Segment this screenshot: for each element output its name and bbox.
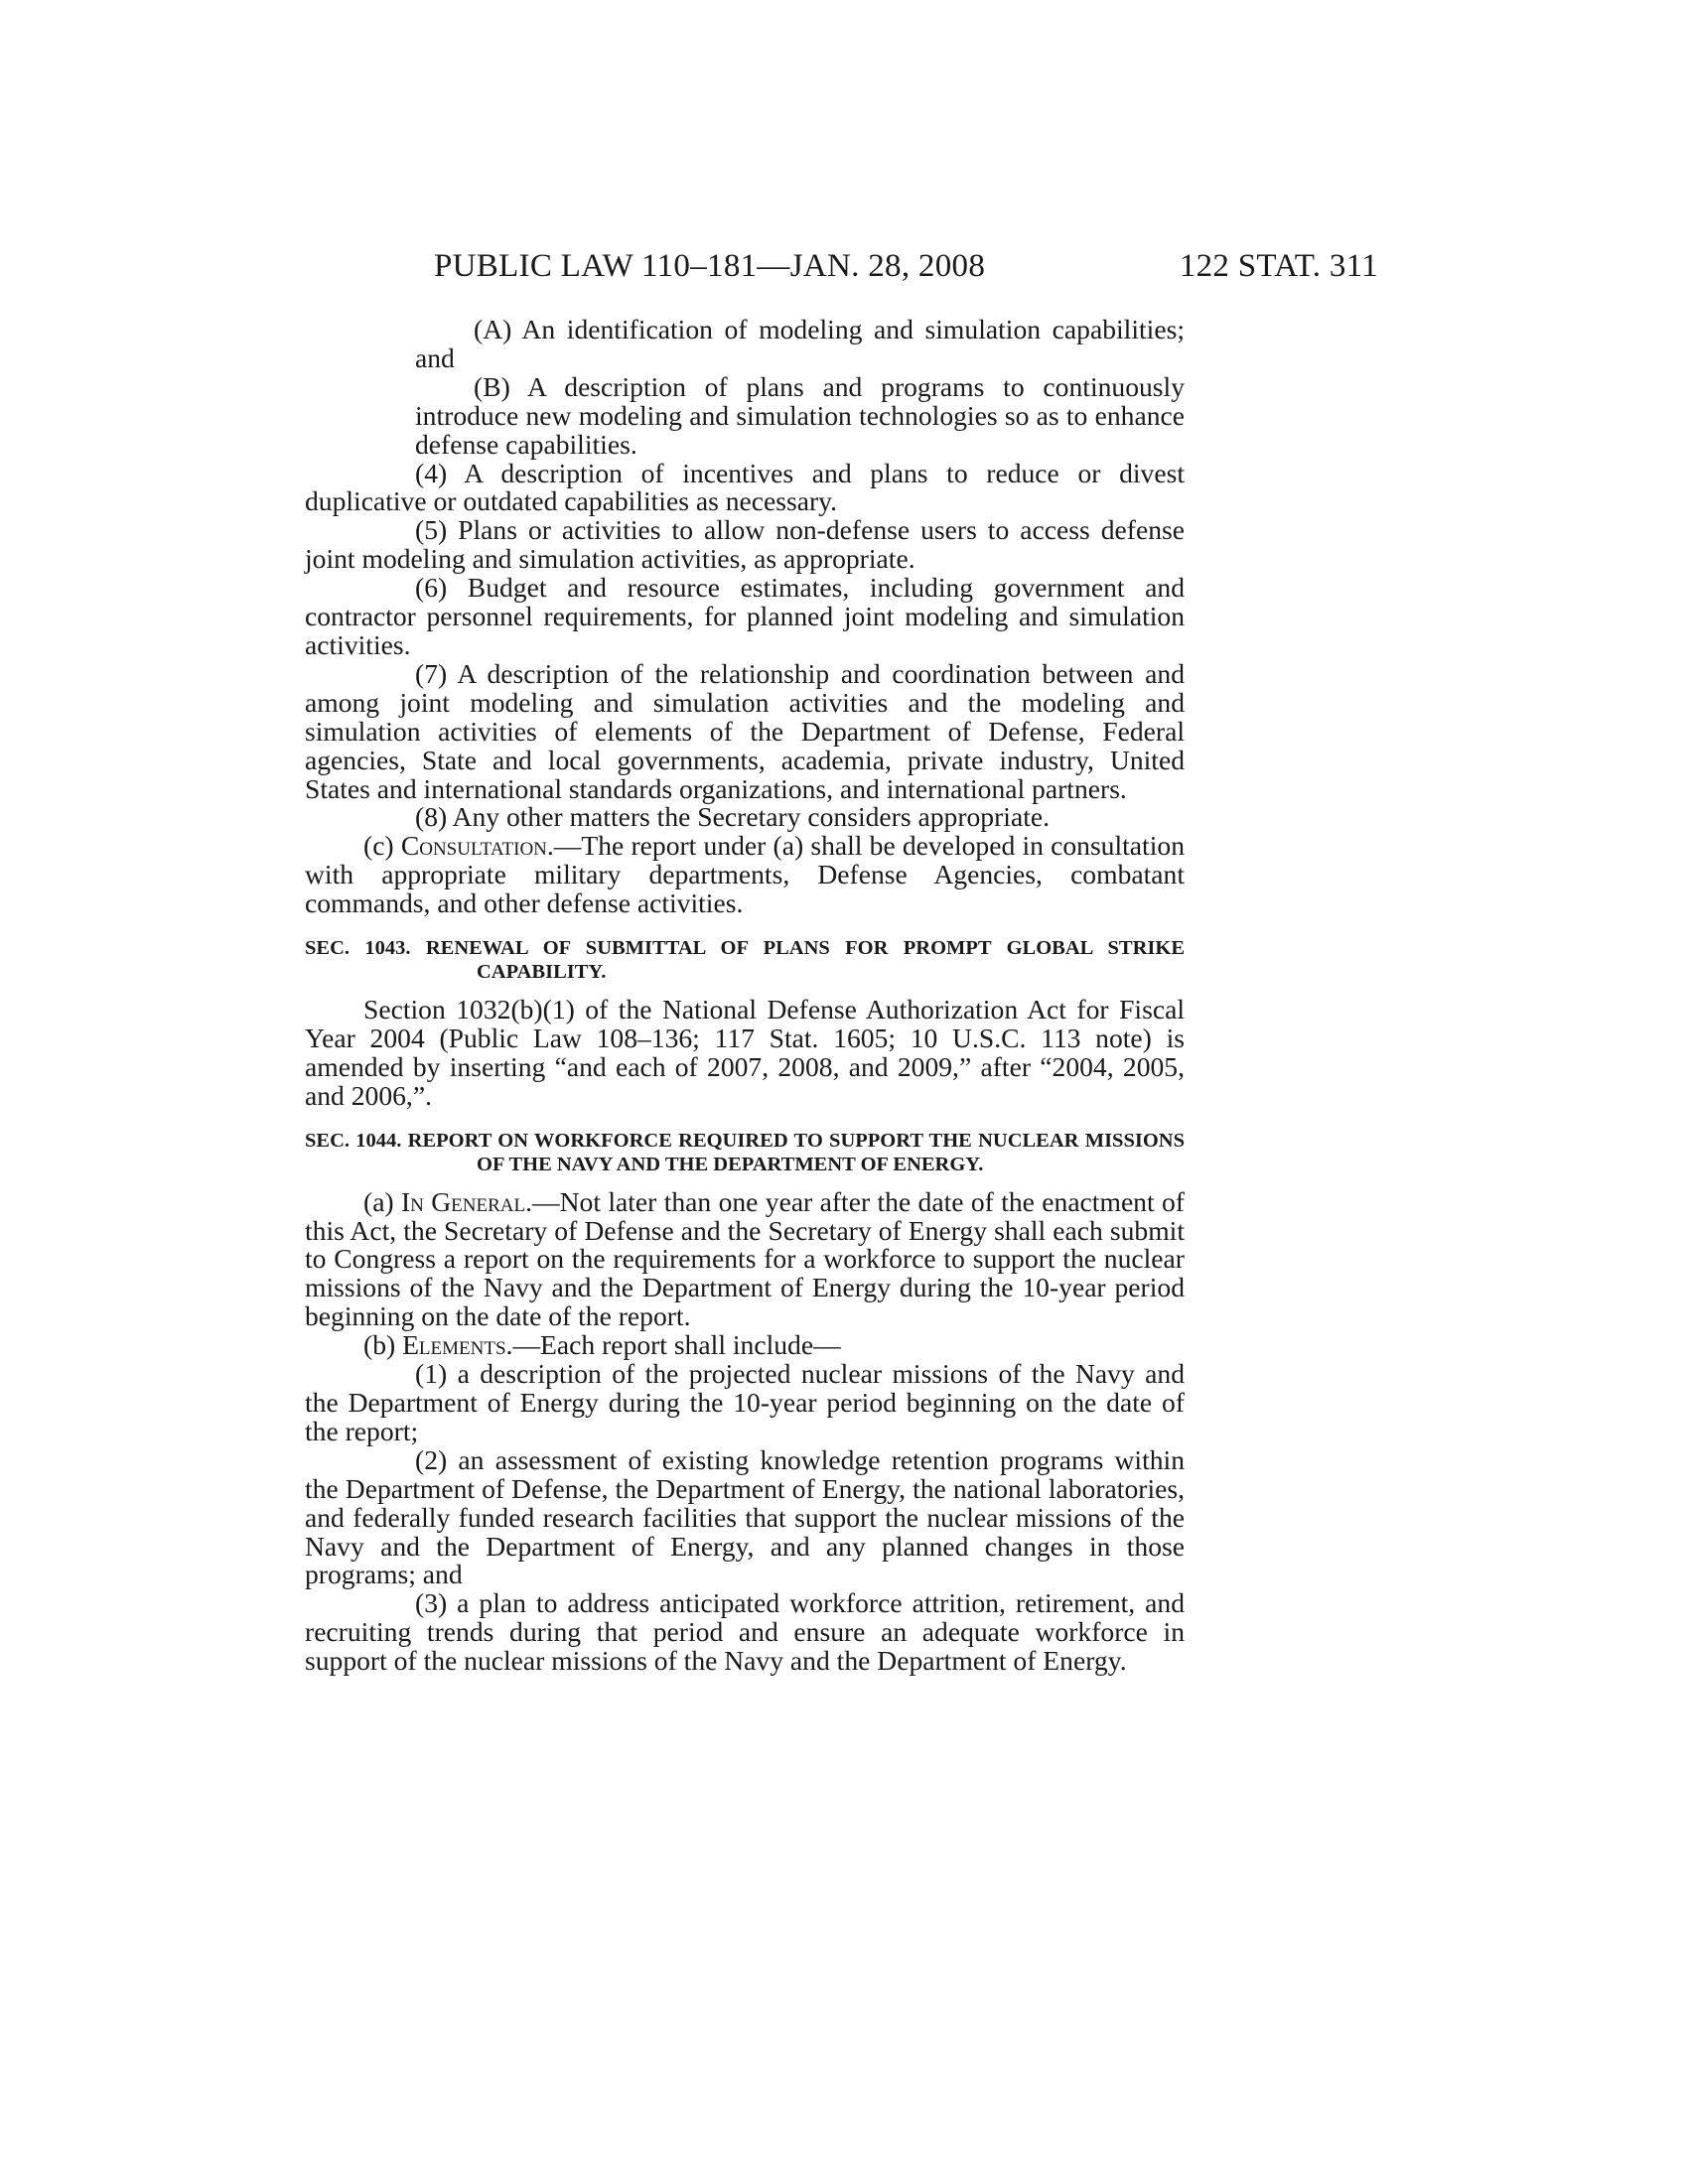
subsection-b-heading: Elements	[402, 1329, 506, 1361]
subsection-a-lead: (a)	[363, 1185, 401, 1217]
section-1044-subsection-b	[305, 1331, 1185, 1360]
subsection-c-lead: (c)	[363, 830, 401, 862]
paragraph-6: (6) Budget and resource estimates, including government and contractor personnel requirements, for planned joint modeling and simulation activities.	[305, 572, 1185, 660]
paragraph-4: (4) A description of incentives and plans to reduce or divest duplicative or outdated capabilities as necessary.	[305, 457, 1185, 517]
page-header-stat: 122 STAT. 311	[1179, 248, 1378, 284]
section-1043-text: Section 1032(b)(1) of the National Defense Authorization Act for Fiscal Year 2004 (Public Law 108–136; 117 Stat. 1605; 10 U.S.C. 113 note) is amended by inserting “and each of 2007, 2008, and 2009,” after “2004, 2005, and 2006,”.	[305, 994, 1185, 1111]
subsection-b-item-1: (1) a description of the projected nuclear missions of the Navy and the Department of Energy during the 10-year period beginning on the date of the report;	[305, 1358, 1185, 1446]
section-1044-subsection-a	[305, 1185, 1185, 1332]
subsection-c-text: .—The report under (a) shall be developed in consultation with appropriate military departments, Defense Agencies, combatant commands, and other defense activities.	[305, 830, 1185, 919]
subparagraph-b: (B) A description of plans and programs to continuously introduce new modeling and simulation technologies so as to enhance defense capabilities.	[415, 370, 1185, 460]
section-1043-heading: SEC. 1043. RENEWAL OF SUBMITTAL OF PLANS FOR PROMPT GLOBAL STRIKE CAPABILITY.	[305, 937, 1185, 984]
subsection-b-item-2: (2) an assessment of existing knowledge retention programs within the Department of Defense, the Department of Energy, the national laboratories, and federally funded research facilities that support the nuclear missions of the Navy and the Department of Energy, and any planned changes in those programs; and	[305, 1443, 1185, 1590]
subsection-a-text: .—Not later than one year after the date of the enactment of this Act, the Secretary of Defense and the Secretary of Energy shall each submit to Congress a report on the requirements for a workforce to support the nuclear missions of the Navy and the Department of Energy during the 10-year period beginning on the date of the report.	[305, 1185, 1185, 1332]
paragraph-7: (7) A description of the relationship and coordination between and among joint modeling and simulation activities and the modeling and simulation activities of elements of the Department of Defense, Federal agencies, State and local governments, academia, private industry, United States and international standards organizations, and international partners.	[305, 657, 1185, 804]
page-header-title: PUBLIC LAW 110–181—JAN. 28, 2008	[434, 248, 986, 284]
subsection-a-heading: In General	[400, 1185, 526, 1217]
subsection-c-heading: Consultation	[400, 830, 547, 862]
paragraph-8: (8) Any other matters the Secretary considers appropriate.	[415, 801, 1051, 833]
document-body	[305, 316, 1185, 1676]
paragraph-5: (5) Plans or activities to allow non-defense users to access defense joint modeling and simulation activities, as appropriate.	[305, 514, 1185, 575]
subparagraph-a: (A) An identification of modeling and simulation capabilities; and	[415, 314, 1185, 373]
subsection-b-text: .—Each report shall include—	[505, 1329, 841, 1361]
subsection-c	[305, 832, 1185, 918]
subsection-b-item-3: (3) a plan to address anticipated workforce attrition, retirement, and recruiting trends during that period and ensure an adequate workforce in support of the nuclear missions of the Navy and the Department of Energy.	[305, 1587, 1185, 1677]
subsection-b-lead: (b)	[363, 1329, 403, 1361]
section-1044-heading: SEC. 1044. REPORT ON WORKFORCE REQUIRED TO SUPPORT THE NUCLEAR MISSIONS OF THE NAVY AND THE DEPARTMENT OF ENERGY.	[305, 1129, 1185, 1175]
